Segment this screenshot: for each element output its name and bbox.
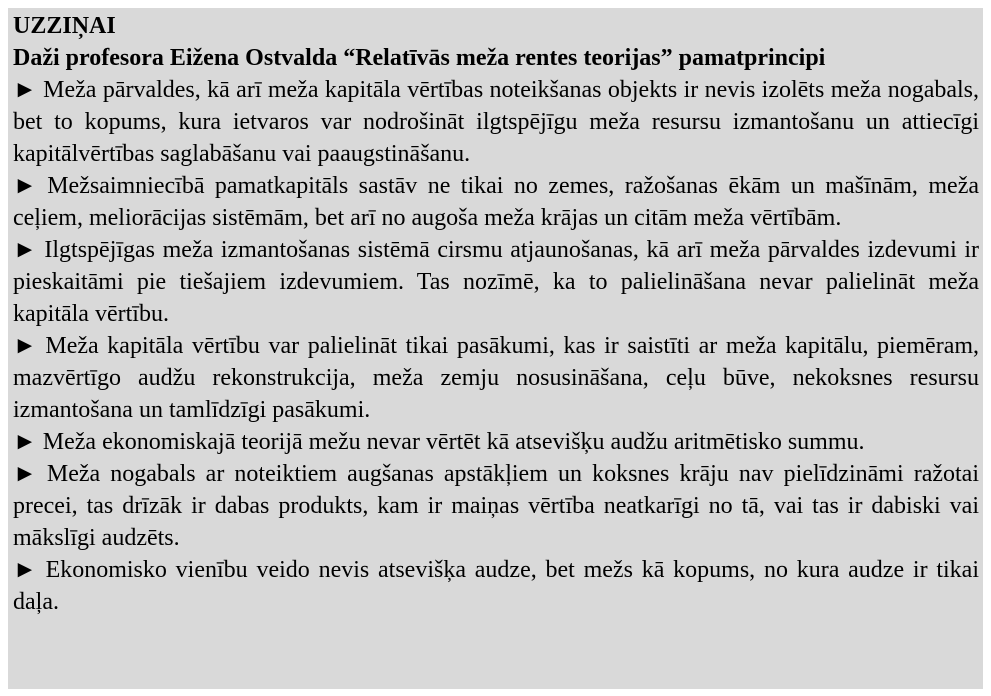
principle-paragraph-4 [13,330,979,426]
principle-text-4: Meža kapitāla vērtību var palielināt tikai pasākumi, kas ir saistīti ar meža kapitālu, piemēram, mazvērtīgo audžu rekonstrukcija, meža zemju nosusināšana, ceļu būve, nekoksnes resursu izmantošana un tamlīdzīgi pasākumi. [13,333,980,423]
info-box-title: Daži profesora Eižena Ostvalda “Relatīvās meža rentes teorijas” pamatprincipi [13,45,826,71]
principle-text-7: Ekonomisko vienību veido nevis atsevišķa audze, bet mežs kā kopums, no kura audze ir tikai daļa. [13,557,980,615]
principle-text-1: Meža pārvaldes, kā arī meža kapitāla vērtības noteikšanas objekts ir nevis izolēts meža nogabals, bet to kopums, kura ietvaros var nodrošināt ilgtspējīgu meža resursu izmantošanu un attiecīgi kapitālvērtības saglabāšanu vai paaugstināšanu. [13,77,979,167]
principle-paragraph-3 [13,234,979,330]
bullet-arrow-icon: ► [13,77,37,103]
info-box-label: UZZIŅAI [13,13,116,39]
info-box [8,8,983,689]
principle-paragraph-5 [13,426,979,458]
principle-text-6: Meža nogabals ar noteiktiem augšanas apstākļiem un koksnes krāju nav pielīdzināmi ražotai precei, tas drīzāk ir dabas produkts, kam ir maiņas vērtība neatkarīgi no tā, vai tas ir dabiski vai mākslīgi audzēts. [13,461,979,551]
bullet-arrow-icon: ► [13,429,37,455]
bullet-arrow-icon: ► [13,237,37,263]
bullet-arrow-icon: ► [13,461,37,487]
bullet-arrow-icon: ► [13,333,37,359]
principle-paragraph-2 [13,170,979,234]
principle-text-3: Ilgtspējīgas meža izmantošanas sistēmā cirsmu atjaunošanas, kā arī meža pārvaldes izdevumi ir pieskaitāmi pie tiešajiem izdevumiem. Tas nozīmē, ka to palielināšana nevar palielināt meža kapitāla vērtību. [13,237,980,327]
bullet-arrow-icon: ► [13,557,37,583]
principle-text-2: Mežsaimniecībā pamatkapitāls sastāv ne tikai no zemes, ražošanas ēkām un mašīnām, meža ceļiem, meliorācijas sistēmām, bet arī no augoša meža krājas un citām meža vērtībām. [13,173,979,231]
principle-paragraph-1 [13,74,979,170]
principle-paragraph-7 [13,554,979,618]
principle-paragraph-6 [13,458,979,554]
principle-text-5: Meža ekonomiskajā teorijā mežu nevar vērtēt kā atsevišķu audžu aritmētisko summu. [42,429,865,455]
bullet-arrow-icon: ► [13,173,37,199]
